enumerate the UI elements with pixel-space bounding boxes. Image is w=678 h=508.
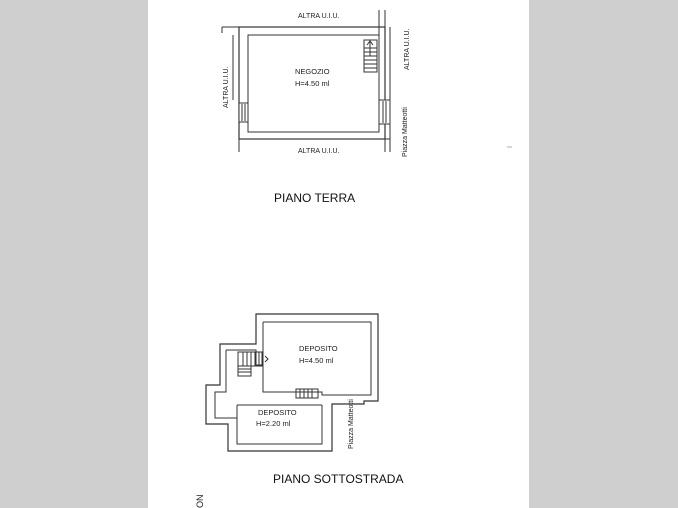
room-height-deposito-lower: H=2.20 ml — [256, 419, 291, 428]
room-height-deposito-upper: H=4.50 ml — [299, 356, 334, 365]
room-name-deposito-upper: DEPOSITO — [299, 344, 338, 353]
label-bottom-neighbour: ALTRA U.I.U. — [298, 148, 340, 155]
room-height-negozio: H=4.50 ml — [295, 79, 330, 88]
label-right-neighbour: ALTRA U.I.U. — [404, 28, 411, 70]
room-name-deposito-lower: DEPOSITO — [258, 408, 297, 417]
room-name-negozio: NEGOZIO — [295, 67, 330, 76]
footer-cut-text: ON — [195, 494, 205, 508]
basement-passage — [296, 389, 318, 398]
label-street-ground: Piazza Matteotti — [402, 107, 409, 157]
label-street-basement: Piazza Matteotti — [348, 399, 355, 449]
ground-floor-title: PIANO TERRA — [274, 191, 356, 205]
ground-staircase — [364, 40, 377, 72]
label-left-neighbour: ALTRA U.I.U. — [223, 66, 230, 108]
label-top-neighbour: ALTRA U.I.U. — [298, 13, 340, 20]
right-door — [379, 100, 390, 124]
left-door — [239, 103, 248, 122]
basement-title: PIANO SOTTOSTRADA — [273, 472, 404, 486]
